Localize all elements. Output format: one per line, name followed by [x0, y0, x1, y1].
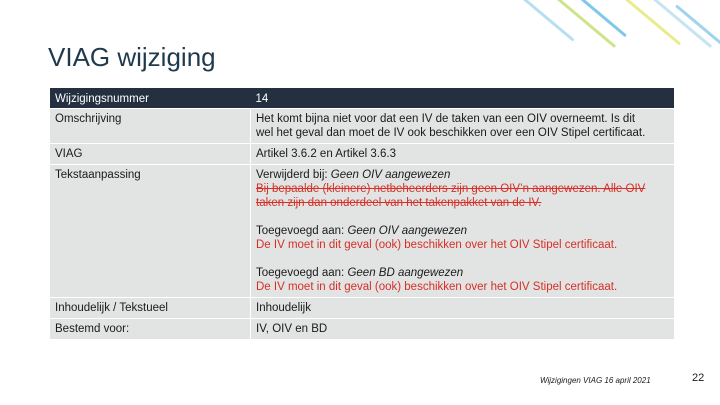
- added-prefix: Toegevoegd aan:: [256, 267, 348, 279]
- added-heading: [256, 266, 669, 280]
- row-label: Bestemd voor:: [50, 319, 251, 340]
- row-label: VIAG: [50, 144, 251, 165]
- deco-line: [621, 0, 681, 46]
- row-value: Artikel 3.6.2 en Artikel 3.6.3: [251, 144, 675, 165]
- table-row: [50, 109, 674, 144]
- deco-line: [553, 0, 616, 48]
- table-row: [50, 165, 674, 298]
- page-number: 22: [692, 372, 705, 384]
- deco-line: [579, 0, 627, 37]
- slide-title: VIAG wijziging: [48, 42, 216, 72]
- removed-section: Geen OIV aangewezen: [330, 169, 451, 181]
- row-value: IV, OIV en BD: [251, 319, 675, 340]
- removed-prefix: Verwijderd bij:: [256, 169, 331, 181]
- row-label: Inhoudelijk / Tekstueel: [50, 298, 251, 319]
- added-text: De IV moet in dit geval (ook) beschikken over het OIV Stipel certificaat.: [256, 239, 618, 251]
- added-prefix: Toegevoegd aan:: [256, 225, 348, 237]
- row-label: Tekstaanpassing: [50, 165, 251, 298]
- added-section: Geen OIV aangewezen: [347, 225, 468, 237]
- added-section: Geen BD aangewezen: [347, 267, 464, 279]
- description-line: wel het geval dan moet de IV ook beschikken over een OIV Stipel certificaat.: [256, 127, 646, 139]
- removed-text: Bij bepaalde (kleinere) netbeheerders zijn geen OIV’n aangewezen. Alle OIV: [256, 183, 646, 195]
- table-header-row: [50, 88, 674, 109]
- row-value: Inhoudelijk: [251, 298, 675, 319]
- header-value: 14: [251, 88, 675, 109]
- header-label: Wijzigingsnummer: [50, 88, 251, 109]
- table-row: [50, 319, 674, 340]
- removed-text: taken zijn dan onderdeel van het takenpakket van de IV.: [256, 197, 542, 209]
- change-table: [50, 88, 674, 340]
- removed-heading: [256, 168, 669, 182]
- row-label: Omschrijving: [50, 109, 251, 144]
- row-value: [251, 109, 675, 144]
- table-row: [50, 144, 674, 165]
- description-line: Het komt bijna niet voor dat een IV de taken van een OIV overneemt. Is dit: [256, 113, 636, 125]
- footer-text: Wijzigingen VIAG 16 april 2021: [540, 376, 651, 385]
- table-row: [50, 298, 674, 319]
- row-value: [251, 165, 675, 298]
- added-text: De IV moet in dit geval (ook) beschikken over het OIV Stipel certificaat.: [256, 281, 618, 293]
- added-heading: [256, 224, 669, 238]
- decorative-lines: [510, 0, 720, 60]
